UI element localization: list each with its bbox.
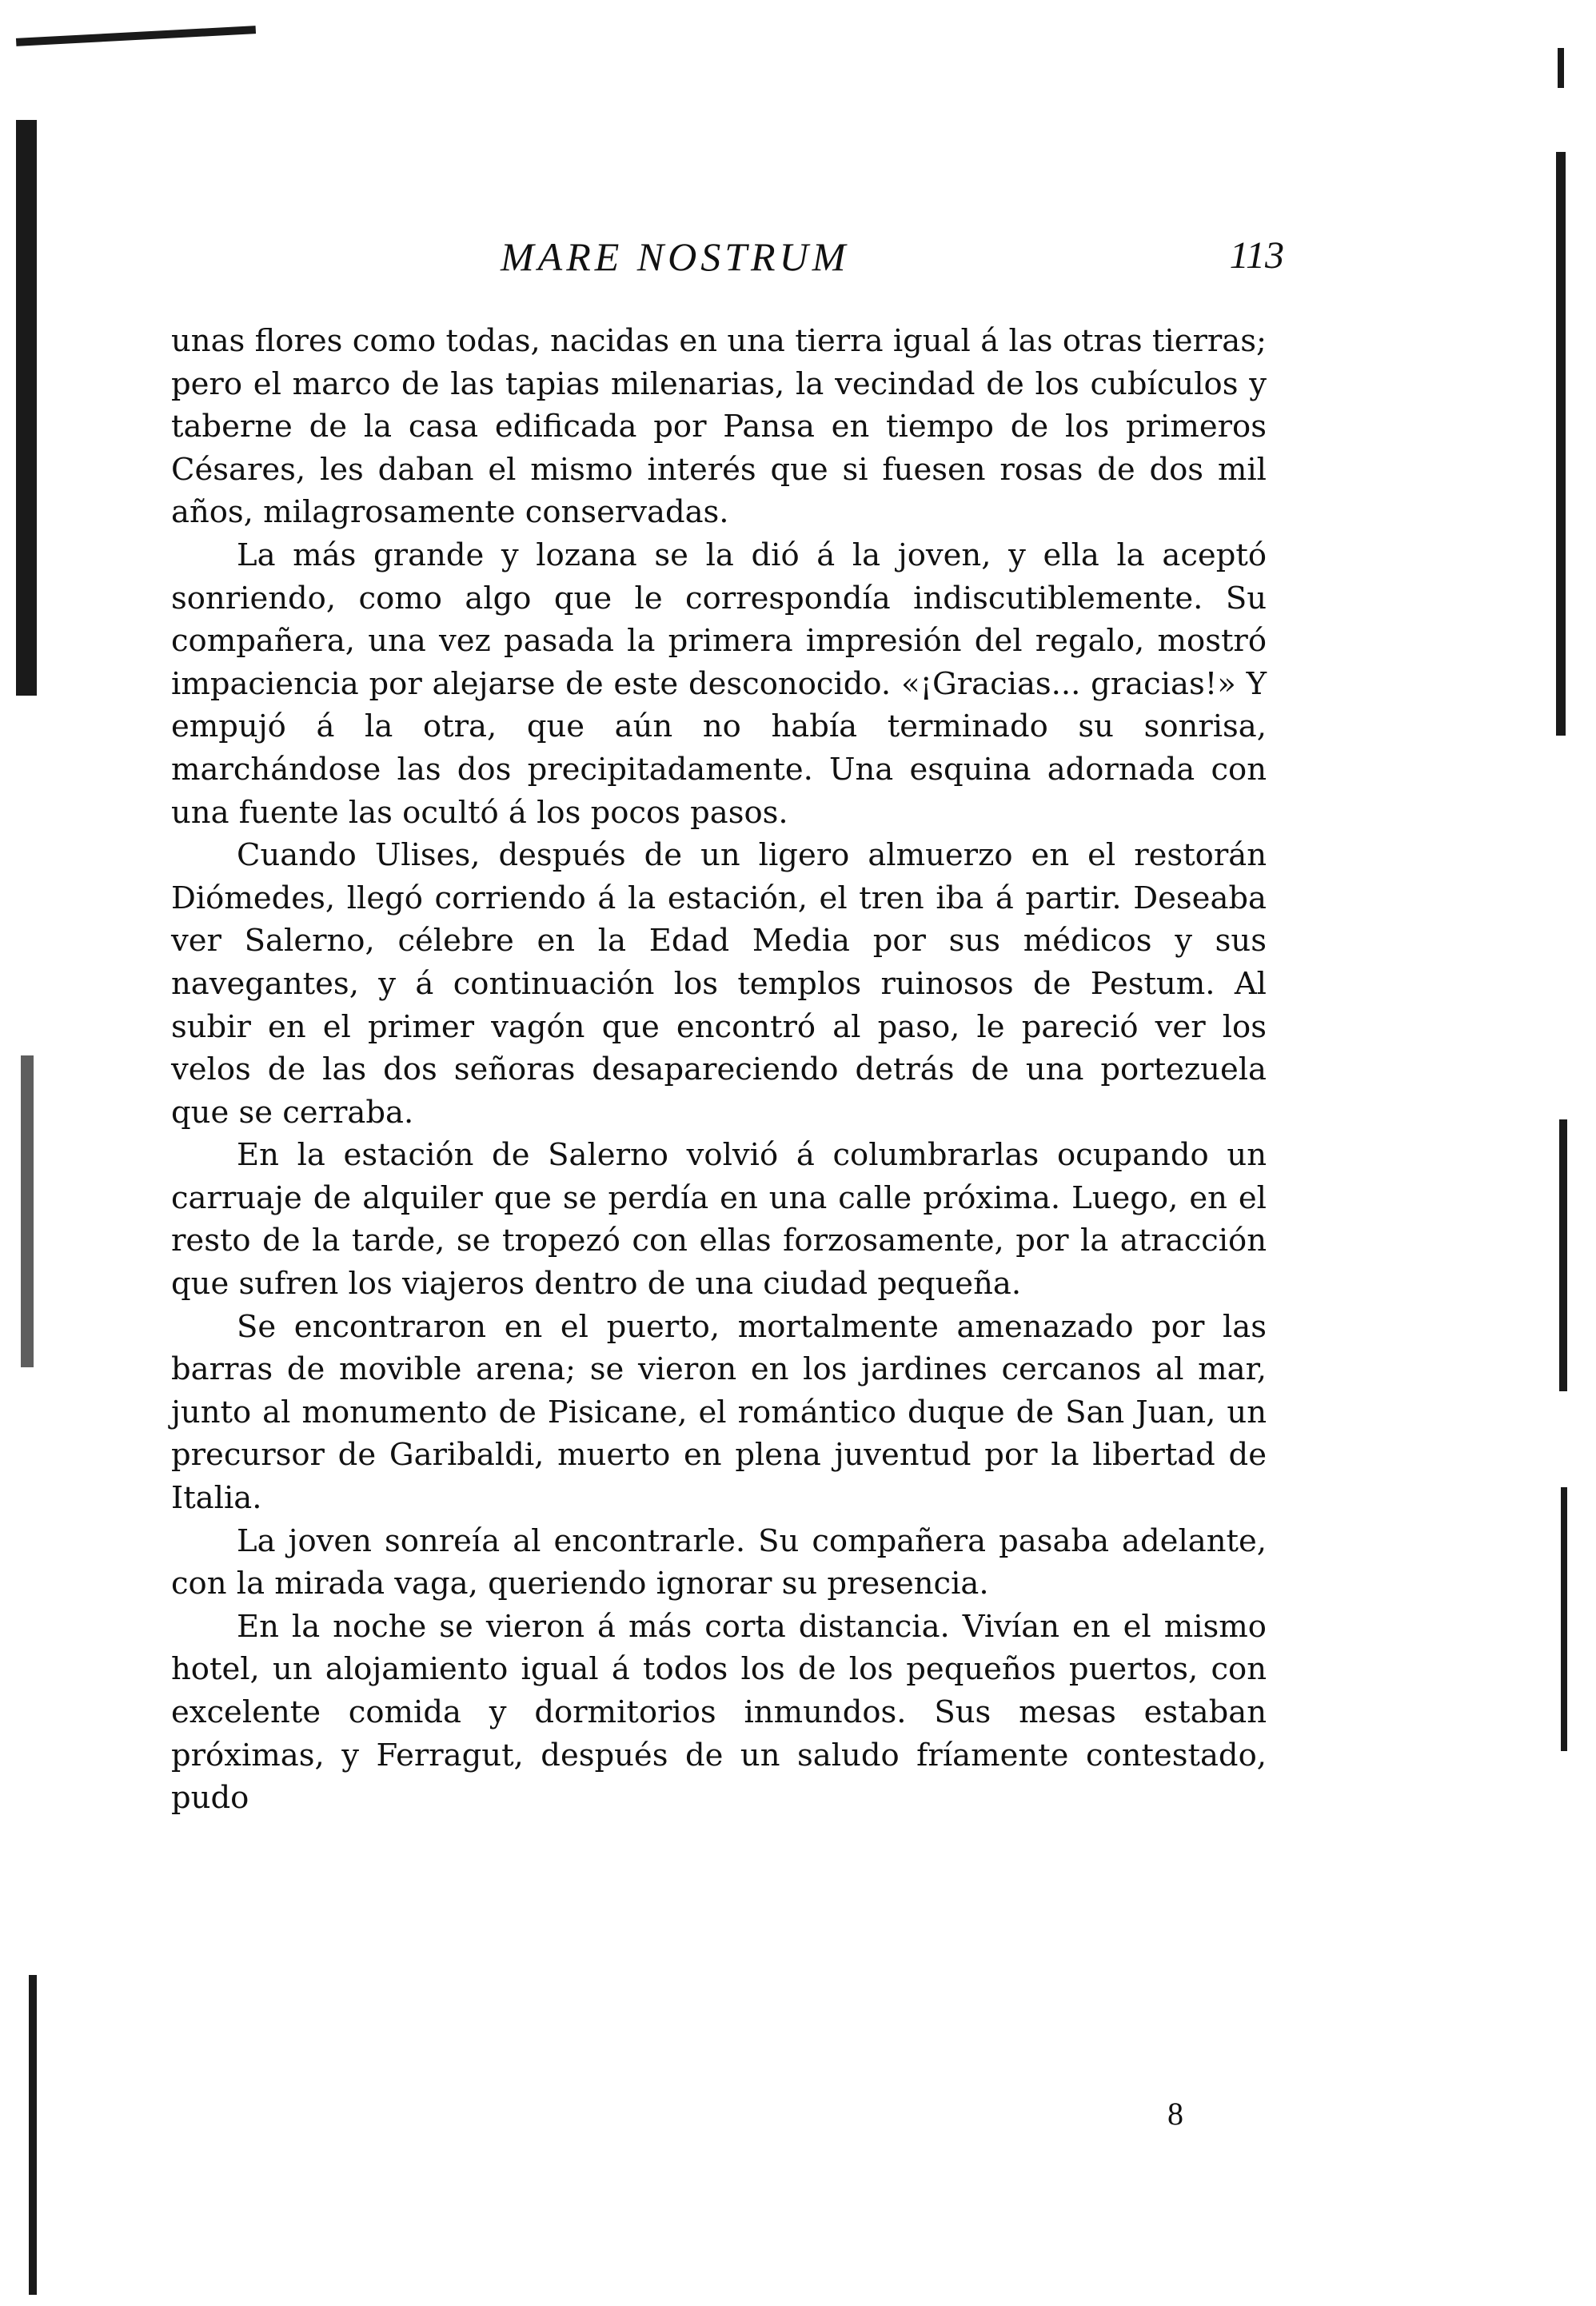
scan-edge-mark: [16, 26, 256, 46]
page-header: [171, 233, 1284, 281]
running-title: MARE NOSTRUM: [501, 234, 850, 279]
scan-edge-mark: [1558, 48, 1564, 88]
page-number: 113: [1229, 234, 1284, 277]
body-text: [171, 320, 1267, 1820]
paragraph: En la estación de Salerno volvió á columbrarlas ocupando un carruaje de alquiler que se perdía en una calle próxima. Luego, en el resto de la tarde, se tropezó con ellas forzosamente, por la atracción que sufren los viajeros dentro de una ciudad pequeña.: [171, 1137, 1267, 1303]
scan-edge-mark: [21, 1055, 34, 1367]
paragraph: unas flores como todas, nacidas en una tierra igual á las otras tierras; pero el marco de las tapias milenarias, la vecindad de los cubículos y taberne de la casa edificada por Pansa en tiempo de los primeros Césares, les daban el mismo interés que si fuesen rosas de dos mil años, milagrosamente conservadas.: [171, 323, 1267, 531]
paragraph: Se encontraron en el puerto, mortalmente amenazado por las barras de movible arena; se vieron en los jardines cercanos al mar, junto al monumento de Pisicane, el romántico duque de San Juan, un precursor de Garibaldi, muerto en plena juventud por la libertad de Italia.: [171, 1308, 1267, 1517]
paragraph: La más grande y lozana se la dió á la joven, y ella la aceptó sonriendo, como algo que le correspondía indiscutiblemente. Su compañera, una vez pasada la primera impresión del regalo, mostró impaciencia por alejarse de este desconocido. «¡Gracias... gracias!» Y empujó á la otra, que aún no había terminado su sonrisa, marchándose las dos precipitadamente. Una esquina adornada con una fuente las ocultó á los pocos pasos.: [171, 537, 1267, 831]
scan-edge-mark: [1559, 1119, 1567, 1391]
scan-edge-mark: [1561, 1487, 1567, 1751]
signature-mark: 8: [1167, 2096, 1183, 2132]
paragraph: En la noche se vieron á más corta distancia. Vivían en el mismo hotel, un alojamiento igual á todos los de los pequeños puertos, con excelente comida y dormitorios inmundos. Sus mesas estaban próximas, y Ferragut, después de un saludo fríamente contestado, pudo: [171, 1608, 1267, 1817]
scan-edge-mark: [16, 120, 37, 696]
scan-edge-mark: [1556, 152, 1566, 736]
paragraph: La joven sonreía al encontrarle. Su compañera pasaba adelante, con la mirada vaga, queriendo ignorar su presencia.: [171, 1522, 1267, 1602]
paragraph: Cuando Ulises, después de un ligero almuerzo en el restorán Diómedes, llegó corriendo á la estación, el tren iba á partir. Deseaba ver Salerno, célebre en la Edad Media por sus médicos y sus navegantes, y á continuación los templos ruinosos de Pestum. Al subir en el primer vagón que encontró al paso, le pareció ver los velos de las dos señoras desapareciendo detrás de una portezuela que se cerraba.: [171, 837, 1267, 1131]
scan-edge-mark: [29, 1975, 37, 2295]
